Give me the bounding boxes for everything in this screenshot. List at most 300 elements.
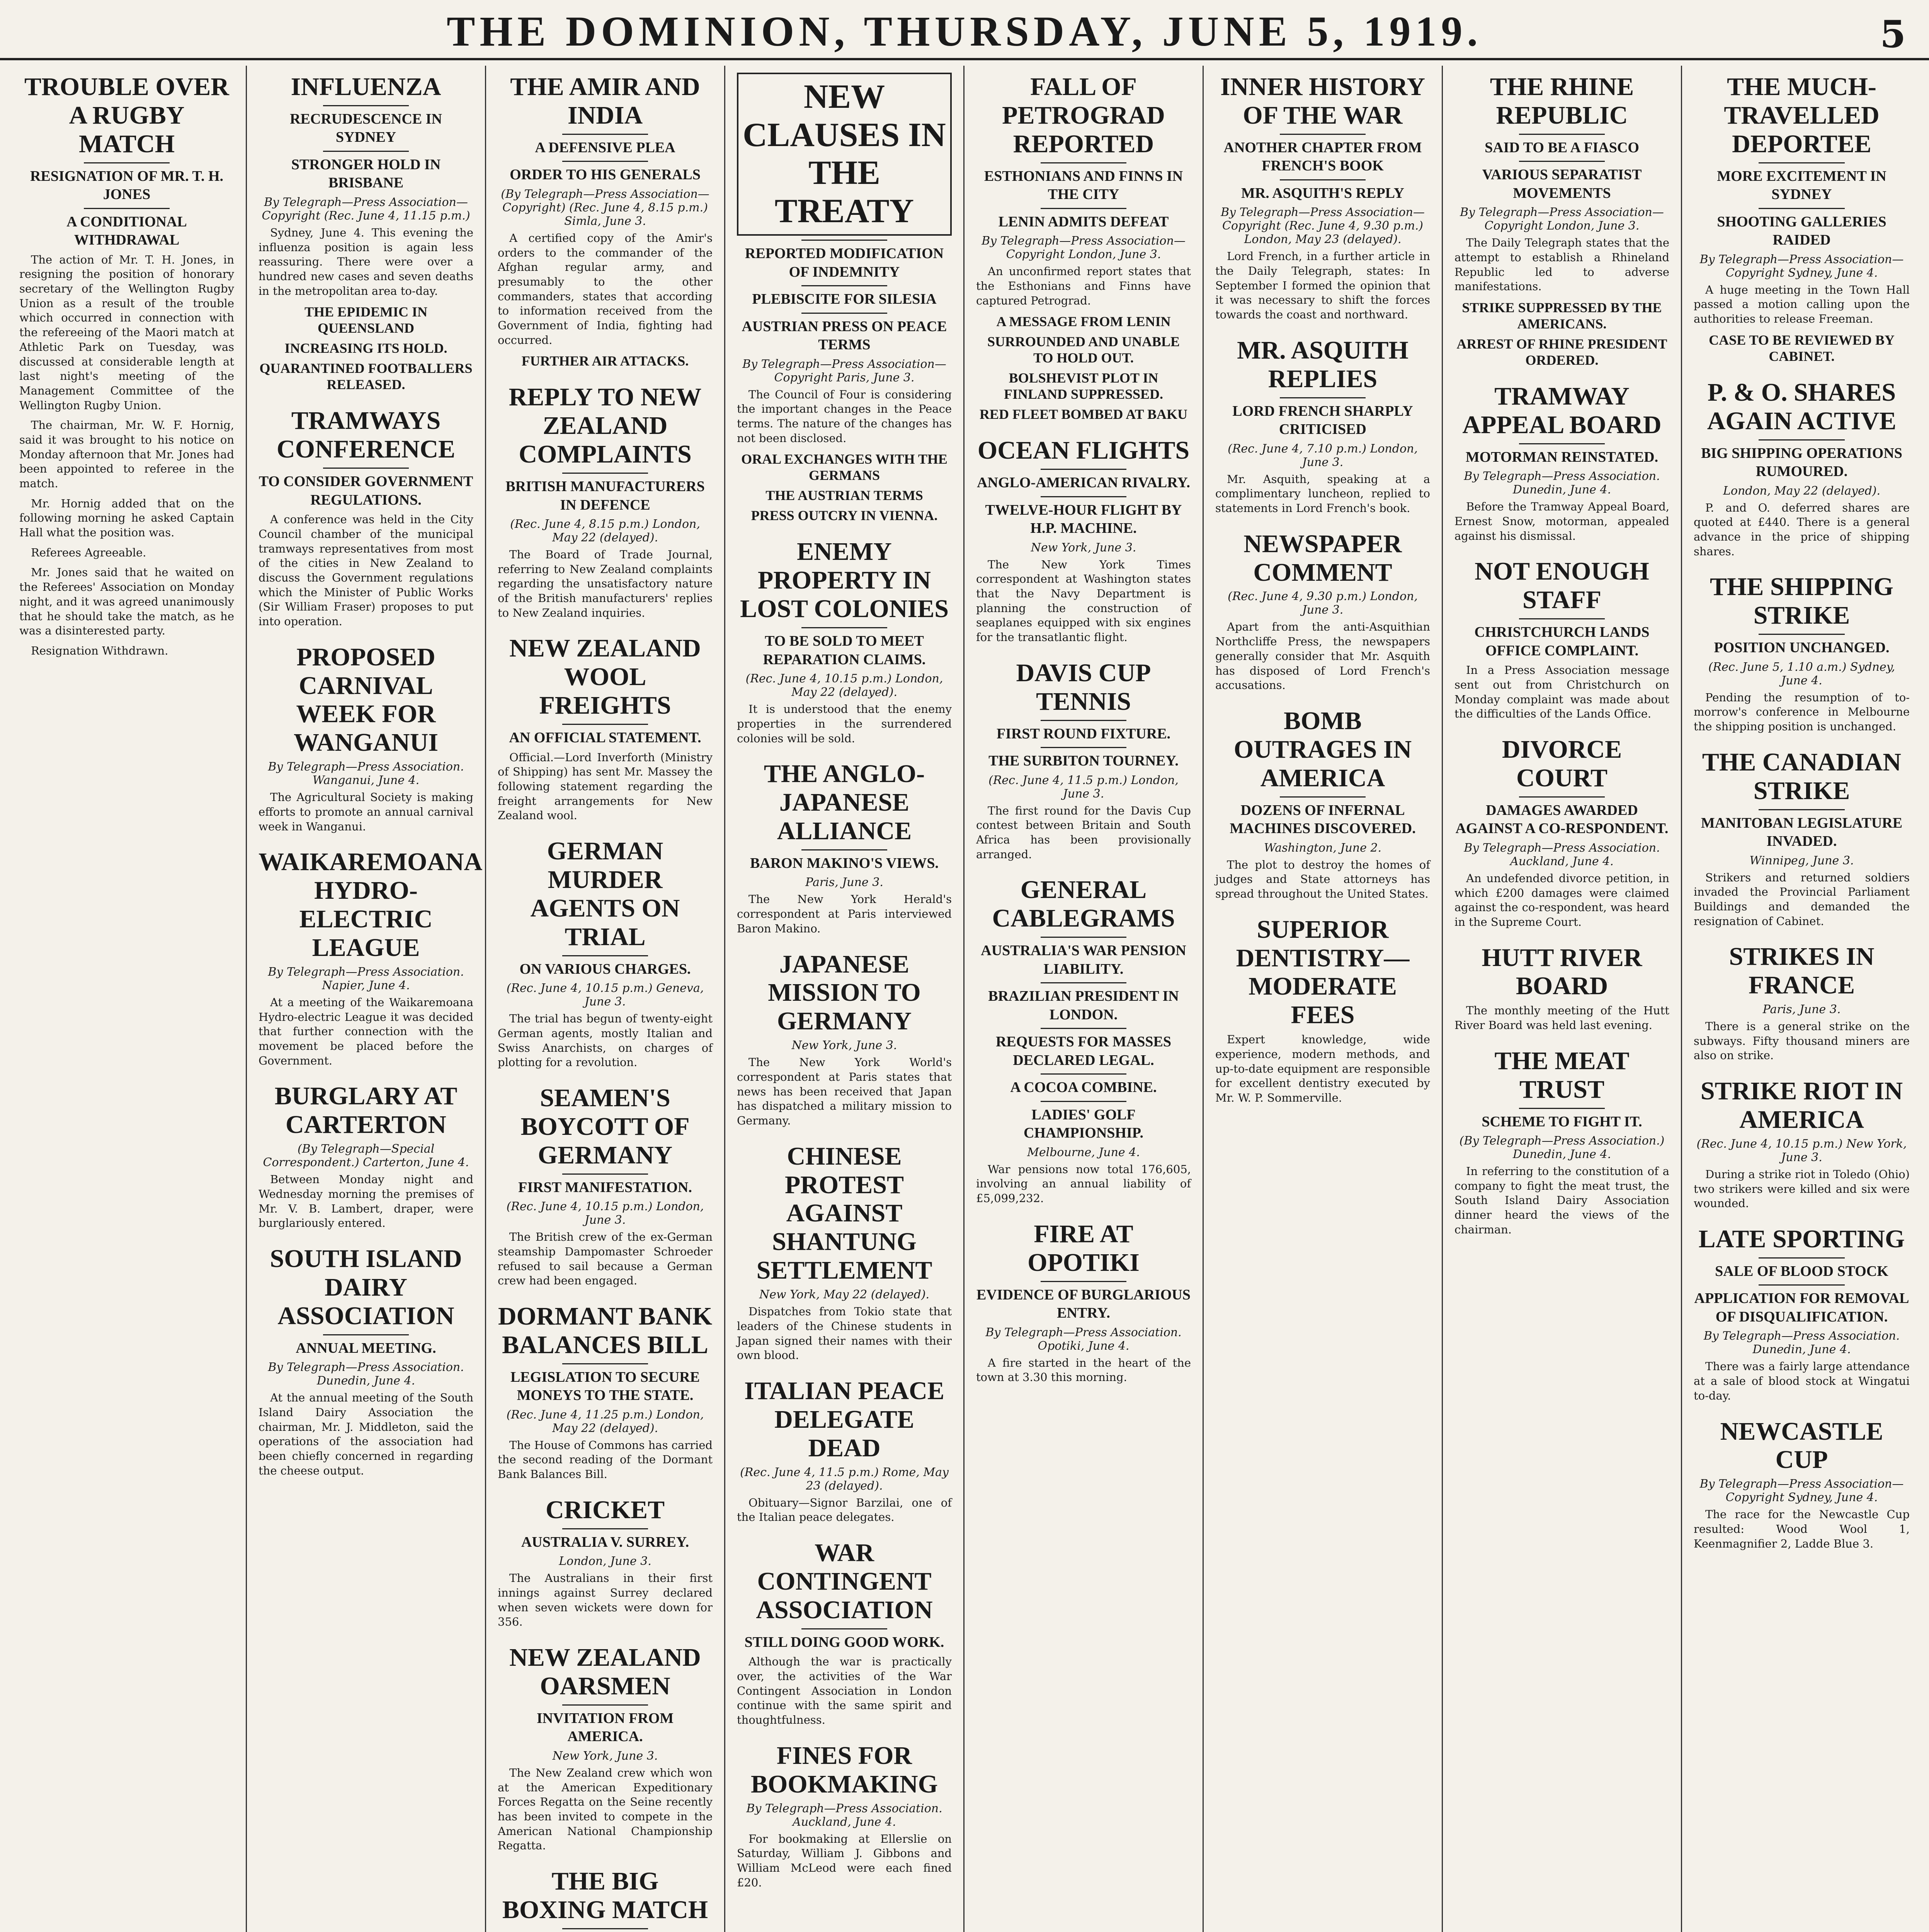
article-headline: INFLUENZA [291, 73, 441, 101]
article-deck: SALE OF BLOOD STOCK [1715, 1263, 1888, 1279]
article-dateline: By Telegraph—Press Association—Copyright (Rec. June 4, 11.15 p.m.) [262, 195, 470, 223]
article-deck: ANNUAL MEETING. [296, 1340, 436, 1356]
article [498, 634, 713, 823]
article [976, 876, 1191, 1206]
divider-rule [562, 1363, 648, 1364]
article-deck: SAID TO BE A FIASCO [1485, 139, 1639, 156]
article-paragraph: A fire started in the heart of the town at 3.30 this morning. [976, 1356, 1191, 1384]
article-dateline: (Rec. June 4, 10.15 p.m.) London, June 3. [506, 1200, 704, 1227]
article [1454, 382, 1669, 543]
divider-rule [1041, 747, 1126, 748]
article-deck: DOZENS OF INFERNAL MACHINES DISCOVERED. [1230, 802, 1416, 837]
article-headline: THE CANADIAN STRIKE [1702, 748, 1902, 805]
article-paragraph: The New Zealand crew which won at the American Expeditionary Forces Regatta on the Seine recently has been invited to compete in the American National Championship Regatta. [498, 1766, 713, 1852]
divider-rule [1519, 161, 1605, 162]
article-dateline: (Rec. June 4, 11.5 p.m.) Rome, May 23 (delayed). [740, 1465, 949, 1493]
article-dateline: By Telegraph—Press Association—Copyright Sydney, June 4. [1699, 1477, 1904, 1505]
article-dateline: (Rec. June 4, 10.15 p.m.) New York, June 3. [1696, 1137, 1907, 1164]
divider-rule [1759, 634, 1845, 635]
article-paragraph: The New York World's correspondent at Paris states that news has been received that Japan has dispatched a military mission to Germany. [737, 1056, 952, 1127]
article-dateline: London, June 3. [559, 1554, 652, 1568]
article-dateline: (Rec. June 4, 9.30 p.m.) London, June 3. [1228, 590, 1418, 617]
article-subhead: THE AUSTRIAN TERMS [765, 488, 923, 503]
article [1215, 336, 1430, 516]
article-deck: EVIDENCE OF BURGLARIOUS ENTRY. [976, 1286, 1191, 1321]
article [1215, 707, 1430, 901]
article-paragraph: Before the Tramway Appeal Board, Ernest Snow, motorman, appealed against his dismissal. [1454, 500, 1669, 543]
article-deck: TWELVE-HOUR FLIGHT BY H.P. MACHINE. [985, 502, 1182, 537]
article-paragraph: The Board of Trade Journal, referring to New Zealand complaints regarding the unsatisfactory nature of the British manufacturers' replies to New Zealand inquiries. [498, 548, 713, 619]
article-paragraph: Dispatches from Tokio state that leaders of the Chinese students in Japan signed their names with their own blood. [737, 1305, 952, 1362]
article-paragraph: Although the war is practically over, the activities of the War Contingent Association in London continue with the same spirit and thoughtfulness. [737, 1655, 952, 1726]
article-headline: SEAMEN'S BOYCOTT OF GERMANY [521, 1084, 690, 1169]
article [259, 1082, 473, 1231]
article-paragraph: Mr. Jones said that he waited on the Referees' Association on Monday night, and it was agreed unanimously that he should take the match, as he was a disinterested party. [19, 566, 234, 638]
article-headline: STRIKE RIOT IN AMERICA [1700, 1077, 1903, 1134]
article-deck: MANITOBAN LEGISLATURE INVADED. [1701, 815, 1903, 850]
divider-rule [1280, 397, 1366, 398]
article-paragraph: Expert knowledge, wide experience, modern methods, and up-to-date equipment are responsible for excellent dentistry executed by Mr. W. P. Sommerville. [1215, 1033, 1430, 1105]
article-paragraph: Referees Agreeable. [31, 546, 146, 559]
article-headline: GERMAN MURDER AGENTS ON TRIAL [530, 837, 680, 951]
article-paragraph: The British crew of the ex-German steamship Dampomaster Schroeder refused to sail because a German crew had been engaged. [498, 1230, 713, 1287]
divider-rule [801, 849, 887, 850]
article-deck: AUSTRALIA'S WAR PENSION LIABILITY. [981, 942, 1186, 977]
article-deck: APPLICATION FOR REMOVAL OF DISQUALIFICATION. [1694, 1290, 1909, 1325]
article-headline: NEW ZEALAND WOOL FREIGHTS [509, 634, 701, 720]
article-deck: TO BE SOLD TO MEET REPARATION CLAIMS. [763, 633, 926, 668]
article-headline: OCEAN FLIGHTS [977, 436, 1190, 465]
article-headline: INNER HISTORY OF THE WAR [1220, 73, 1425, 129]
article [498, 73, 713, 369]
article-paragraph: War pensions now total 176,605, involving an annual liability of £5,099,232. [976, 1162, 1191, 1205]
article-paragraph: The New York Times correspondent at Washington states that the Navy Department is planning the construction of seaplanes equipped with six engines for the transatlantic flight. [976, 558, 1191, 644]
article [498, 837, 713, 1070]
article-deck: BIG SHIPPING OPERATIONS RUMOURED. [1701, 445, 1902, 480]
article-headline: P. & O. SHARES AGAIN ACTIVE [1707, 378, 1897, 435]
article-paragraph: Between Monday night and Wednesday morning the premises of Mr. V. B. Lambert, draper, were burglariously entered. [259, 1173, 473, 1230]
article [737, 1742, 952, 1890]
divider-rule [1759, 1257, 1845, 1259]
article-headline: TRAMWAY APPEAL BOARD [1462, 382, 1662, 439]
article-paragraph: Sydney, June 4. This evening the influenza position is again less reassuring. There were over a hundred new cases and seven deaths in the metropolitan area to-day. [259, 226, 473, 298]
article-subhead: SURROUNDED AND UNABLE TO HOLD OUT. [987, 334, 1180, 366]
article-deck: CHRISTCHURCH LANDS OFFICE COMPLAINT. [1474, 624, 1650, 659]
article-paragraph: The monthly meeting of the Hutt River Board was held last evening. [1454, 1004, 1669, 1032]
divider-rule [84, 208, 170, 209]
article [498, 1643, 713, 1853]
article [976, 659, 1191, 862]
article-deck: FIRST ROUND FIXTURE. [996, 725, 1171, 742]
article-deck: LADIES' GOLF CHAMPIONSHIP. [1023, 1106, 1143, 1141]
article-paragraph: Pending the resumption of to-morrow's conference in Melbourne the shipping position is unchanged. [1694, 690, 1910, 733]
divider-rule [1041, 1073, 1126, 1075]
article [259, 73, 473, 393]
divider-rule [323, 468, 409, 469]
article-paragraph: For bookmaking at Ellerslie on Saturday, William J. Gibbons and William McLeod were each fined £20. [737, 1832, 952, 1889]
article [259, 848, 483, 1068]
column-6 [1204, 66, 1443, 1932]
article-deck: BARON MAKINO'S VIEWS. [750, 855, 939, 871]
article-subhead: A MESSAGE FROM LENIN [996, 314, 1171, 330]
divider-rule [1519, 1108, 1605, 1109]
article-subhead: CASE TO BE REVIEWED BY CABINET. [1709, 332, 1895, 364]
divider-rule [1041, 162, 1126, 163]
article-dateline: (By Telegraph—Press Association—Copyright) (Rec. June 4, 8.15 p.m.) Simla, June 3. [501, 187, 709, 228]
article-dateline: By Telegraph—Press Association. Auckland, June 4. [1464, 841, 1660, 868]
page-number: 5 [1880, 12, 1906, 56]
article-paragraph: At a meeting of the Waikaremoana Hydro-electric League it was decided that further connection with the movement be placed before the Government. [259, 995, 473, 1067]
article-dateline: Paris, June 3. [1762, 1003, 1841, 1017]
newspaper-title: THE DOMINION, THURSDAY, JUNE 5, 1919. [446, 8, 1483, 55]
article [259, 643, 473, 834]
article-dateline: By Telegraph—Press Association. Napier, June 4. [268, 965, 464, 992]
article-headline: WAR CONTINGENT ASSOCIATION [756, 1539, 933, 1624]
article-subhead: RED FLEET BOMBED AT BAKU [979, 406, 1188, 422]
article-deck: ORDER TO HIS GENERALS [510, 167, 701, 183]
article-headline: THE MEAT TRUST [1494, 1046, 1630, 1104]
article-dateline: (Rec. June 4, 11.5 p.m.) London, June 3. [988, 773, 1179, 801]
article [1454, 1047, 1669, 1237]
article-dateline: London, May 22 (delayed). [1723, 484, 1881, 498]
article-paragraph: In referring to the constitution of a company to fight the meat trust, the South Island Dairy Association dinner heard the views of the chairman. [1454, 1165, 1669, 1236]
article-paragraph: The trial has begun of twenty-eight German agents, mostly Italian and Swiss Anarchists, on charges of plotting for a revolution. [498, 1012, 713, 1069]
article-dateline: By Telegraph—Press Association. Wanganui, June 4. [268, 760, 464, 787]
divider-rule [1041, 937, 1126, 938]
divider-rule [323, 105, 409, 106]
article [259, 1245, 473, 1478]
article-paragraph: Resignation Withdrawn. [31, 644, 168, 657]
divider-rule [1041, 982, 1126, 983]
article-deck: ANGLO-AMERICAN RIVALRY. [977, 474, 1190, 491]
article-headline: THE AMIR AND INDIA [510, 73, 700, 129]
article-headline: THE RHINE REPUBLIC [1490, 73, 1634, 129]
article [498, 1867, 713, 1932]
article-dateline: By Telegraph—Press Association. Dunedin, June 4. [1703, 1329, 1900, 1357]
article-deck: VARIOUS SEPARATIST MOVEMENTS [1482, 167, 1642, 201]
article [498, 1084, 713, 1288]
article-headline: NOT ENOUGH STAFF [1475, 557, 1649, 614]
article-paragraph: There is a general strike on the subways. Fifty thousand miners are also on strike. [1694, 1020, 1910, 1062]
article-deck: AN OFFICIAL STATEMENT. [509, 730, 701, 746]
article-headline: ITALIAN PEACE DELEGATE DEAD [744, 1376, 944, 1462]
masthead [0, 0, 1929, 60]
article-paragraph: The chairman, Mr. W. F. Hornig, said it was brought to his notice on Monday afternoon that Mr. Jones had been appointed to referee in the match. [19, 418, 234, 490]
article-paragraph: The race for the Newcastle Cup resulted: Wood Wool 1, Keenmagnifier 2, Ladde Blue 3. [1694, 1508, 1910, 1550]
divider-rule [1041, 1028, 1126, 1029]
divider-rule [1280, 796, 1366, 798]
article-deck: LORD FRENCH SHARPLY CRITICISED [1232, 403, 1413, 438]
article-headline: CRICKET [545, 1495, 665, 1524]
article-headline: CHINESE PROTEST AGAINST SHANTUNG SETTLEMENT [756, 1142, 932, 1285]
article-dateline: (Rec. June 4, 11.25 p.m.) London, May 22 (delayed). [506, 1408, 704, 1435]
article-paragraph: P. and O. deferred shares are quoted at £440. There is a general advance in the price of shipping shares. [1694, 501, 1910, 558]
article-dateline: (Rec. June 4, 10.15 p.m.) London, May 22 (delayed). [745, 672, 943, 699]
divider-rule [1041, 720, 1126, 721]
divider-rule [1041, 1101, 1126, 1102]
article-subhead: BOLSHEVIST PLOT IN FINLAND SUPPRESSED. [1004, 370, 1164, 402]
article-headline: WAIKAREMOANA HYDRO-ELECTRIC LEAGUE [259, 848, 483, 962]
article-headline: NEW CLAUSES IN THE TREATY [737, 73, 952, 236]
article [1694, 1225, 1910, 1403]
article [737, 1539, 952, 1728]
article [1694, 378, 1910, 559]
divider-rule [1759, 439, 1845, 440]
article-dateline: Winnipeg, June 3. [1749, 854, 1854, 867]
article-dateline: (By Telegraph—Press Association.) Dunedin, June 4. [1459, 1134, 1665, 1162]
article-paragraph: The Council of Four is considering the important changes in the Peace terms. The nature of the changes has not been disclosed. [737, 388, 952, 445]
divider-rule [1519, 443, 1605, 444]
article-headline: THE SHIPPING STRIKE [1710, 573, 1893, 630]
article-deck: ESTHONIANS AND FINNS IN THE CITY [984, 168, 1183, 203]
article [1694, 748, 1910, 929]
article-deck: RESIGNATION OF MR. T. H. JONES [30, 168, 224, 203]
article-paragraph: The first round for the Davis Cup contest between Britain and South Africa has been provisionally arranged. [976, 804, 1191, 861]
article-subhead: ARREST OF RHINE PRESIDENT ORDERED. [1456, 336, 1667, 368]
article-subhead: THE EPIDEMIC IN QUEENSLAND [304, 304, 428, 336]
article-paragraph: Official.—Lord Inverforth (Ministry of Shipping) has sent Mr. Massey the following statement regarding the freight arrangements for New Zealand wool. [498, 750, 713, 822]
article-paragraph: It is understood that the enemy properties in the surrendered colonies will be sold. [737, 702, 952, 745]
article-deck: PLEBISCITE FOR SILESIA [752, 291, 937, 308]
article [737, 950, 952, 1128]
article-dateline: By Telegraph—Press Association—Copyright Sydney, June 4. [1699, 252, 1904, 280]
divider-rule [1041, 496, 1126, 497]
article-dateline: Melbourne, June 4. [1027, 1145, 1140, 1159]
article-subhead: QUARANTINED FOOTBALLERS RELEASED. [259, 361, 473, 393]
article-deck: SCHEME TO FIGHT IT. [1482, 1113, 1642, 1130]
article-dateline: (Rec. June 4, 7.10 p.m.) London, June 3. [1228, 442, 1418, 469]
article-paragraph: At the annual meeting of the South Island Dairy Association the chairman, Mr. J. Middleton, said the operations of the association had been chiefly concerned in regarding the cheese output. [259, 1391, 473, 1477]
divider-rule [562, 955, 648, 956]
article-dateline: By Telegraph—Press Association—Copyright (Rec. June 4, 9.30 p.m.) London, May 23 (delayed). [1221, 206, 1425, 247]
article-paragraph: The Agricultural Society is making efforts to promote an annual carnival week in Wanganui. [259, 791, 473, 833]
article-deck: ANOTHER CHAPTER FROM FRENCH'S BOOK [1223, 139, 1422, 174]
article [1694, 942, 1910, 1063]
divider-rule [1519, 796, 1605, 798]
article-headline: THE MUCH-TRAVELLED DEPORTEE [1724, 73, 1880, 158]
column-7 [1443, 66, 1682, 1932]
article-subhead: STRIKE SUPPRESSED BY THE AMERICANS. [1462, 300, 1662, 332]
article-dateline: By Telegraph—Press Association—Copyright London, June 3. [982, 234, 1186, 262]
article-paragraph: During a strike riot in Toledo (Ohio) two strikers were killed and six were wounded. [1694, 1167, 1910, 1210]
article [1215, 915, 1430, 1105]
article-dateline: Washington, June 2. [1264, 841, 1382, 855]
article-subhead: INCREASING ITS HOLD. [284, 340, 447, 356]
article-headline: PROPOSED CARNIVAL WEEK FOR WANGANUI [293, 643, 439, 757]
article [1454, 73, 1669, 368]
divider-rule [1759, 1284, 1845, 1286]
article [498, 383, 713, 620]
divider-rule [1041, 469, 1126, 470]
article-headline: FALL OF PETROGRAD REPORTED [1002, 73, 1165, 158]
article [1694, 573, 1910, 734]
article-deck: AUSTRALIA V. SURREY. [521, 1534, 689, 1550]
article-dateline: New York, June 3. [791, 1039, 897, 1053]
article-paragraph: Obituary—Signor Barzilai, one of the Italian peace delegates. [737, 1496, 952, 1524]
column-2 [247, 66, 486, 1932]
article-headline: JAPANESE MISSION TO GERMANY [768, 950, 921, 1036]
divider-rule [801, 627, 887, 628]
article-dateline: By Telegraph—Press Association—Copyright London, June 3. [1460, 206, 1664, 233]
divider-rule [1280, 179, 1366, 180]
article-paragraph: Strikers and returned soldiers invaded the Provincial Parliament Buildings and demanded the resignation of Cabinet. [1694, 871, 1910, 928]
article-deck: MOTORMAN REINSTATED. [1465, 449, 1659, 465]
article [1454, 735, 1669, 930]
divider-rule [1759, 208, 1845, 209]
article-dateline: By Telegraph—Press Association. Dunedin, June 4. [268, 1361, 464, 1388]
article-paragraph: The plot to destroy the homes of judges and State attorneys has spread throughout the United States. [1215, 858, 1430, 900]
article-dateline: By Telegraph—Press Association. Opotiki, June 4. [985, 1325, 1182, 1353]
article-deck: TO CONSIDER GOVERNMENT REGULATIONS. [259, 473, 473, 508]
article [1454, 557, 1669, 721]
article-dateline: Paris, June 3. [805, 876, 883, 889]
article [498, 1496, 713, 1629]
column-8 [1682, 66, 1921, 1932]
article-deck: BRITISH MANUFACTURERS IN DEFENCE [505, 478, 705, 513]
article-headline: BURGLARY AT CARTERTON [274, 1082, 458, 1139]
article-headline: THE ANGLO-JAPANESE ALLIANCE [764, 760, 925, 845]
divider-rule [562, 1528, 648, 1529]
article-dateline: New York, June 3. [552, 1749, 658, 1763]
article-paragraph: The Daily Telegraph states that the attempt to establish a Rhineland Republic led to adverse manifestations. [1454, 236, 1669, 293]
article [737, 1142, 952, 1363]
article-deck: RECRUDESCENCE IN SYDNEY [290, 111, 442, 146]
article-headline: SUPERIOR DENTISTRY—MODERATE FEES [1236, 915, 1410, 1029]
article-headline: DAVIS CUP TENNIS [1016, 658, 1151, 716]
article-deck: A DEFENSIVE PLEA [535, 139, 675, 156]
article-headline: LATE SPORTING [1698, 1225, 1905, 1253]
article-deck: A CONDITIONAL WITHDRAWAL [66, 213, 187, 248]
article-headline: SOUTH ISLAND DAIRY ASSOCIATION [270, 1244, 462, 1330]
article [1694, 1077, 1910, 1211]
divider-rule [1041, 1281, 1126, 1282]
article [19, 73, 234, 658]
article-headline: STRIKES IN FRANCE [1729, 942, 1875, 1000]
article-deck: REPORTED MODIFICATION OF INDEMNITY [745, 245, 944, 280]
article-paragraph: A certified copy of the Amir's orders to the commander of the Afghan regular army, and presumably to the other commanders, states that according to information received from the Government of India, fighting had occurred. [498, 231, 713, 347]
article-paragraph: A conference was held in the City Council chamber of the municipal tramways representatives from most of the cities in New Zealand to discuss the Government regulations which the Minister of Public Works (Sir William Fraser) proposes to put into operation. [259, 513, 473, 628]
article [737, 760, 952, 936]
article-headline: FINES FOR BOOKMAKING [750, 1741, 938, 1798]
article [1694, 73, 1910, 364]
article-headline: TROUBLE OVER A RUGBY MATCH [24, 73, 229, 158]
article-paragraph: The Australians in their first innings against Surrey declared when seven wickets were down for 356. [498, 1571, 713, 1629]
article-headline: REPLY TO NEW ZEALAND COMPLAINTS [509, 383, 702, 469]
article-headline: NEWCASTLE CUP [1720, 1417, 1883, 1474]
divider-rule [562, 161, 648, 162]
article [976, 1220, 1191, 1385]
divider-rule [1519, 134, 1605, 135]
column-5 [964, 66, 1204, 1932]
article-paragraph: In a Press Association message sent out from Christchurch on Monday complaint was made about the difficulties of the Lands Office. [1454, 663, 1669, 721]
article-deck: THE SURBITON TOURNEY. [988, 753, 1179, 769]
article-paragraph: An unconfirmed report states that the Esthonians and Finns have captured Petrograd. [976, 265, 1191, 307]
article-paragraph: There was a fairly large attendance at a sale of blood stock at Wingatui to-day. [1694, 1360, 1910, 1402]
article [1454, 944, 1669, 1033]
article-deck: REQUESTS FOR MASSES DECLARED LEGAL. [995, 1034, 1171, 1068]
article-headline: ENEMY PROPERTY IN LOST COLONIES [740, 537, 949, 623]
article-dateline: By Telegraph—Press Association—Copyright Paris, June 3. [742, 357, 946, 384]
divider-rule [801, 313, 887, 314]
article-paragraph: Mr. Asquith, speaking at a complimentary luncheon, replied to statements in Lord French's book. [1215, 472, 1430, 515]
article-deck: DAMAGES AWARDED AGAINST A CO-RESPONDENT. [1455, 802, 1669, 837]
article-subhead: PRESS OUTCRY IN VIENNA. [751, 508, 938, 524]
article-deck: STILL DOING GOOD WORK. [744, 1634, 944, 1650]
divider-rule [1759, 809, 1845, 810]
divider-rule [84, 162, 170, 163]
divider-rule [1041, 208, 1126, 209]
article-headline: TRAMWAYS CONFERENCE [276, 406, 456, 464]
article-headline: HUTT RIVER BOARD [1482, 943, 1642, 1000]
article-dateline: New York, May 22 (delayed). [759, 1288, 930, 1302]
article-dateline: (Rec. June 4, 10.15 p.m.) Geneva, June 3. [506, 981, 704, 1009]
divider-rule [562, 1173, 648, 1175]
article [976, 73, 1191, 422]
article [498, 1302, 713, 1482]
article-deck: AUSTRIAN PRESS ON PEACE TERMS [742, 318, 947, 353]
article-deck: SHOOTING GALLERIES RAIDED [1717, 213, 1886, 248]
article-dateline: (By Telegraph—Special Correspondent.) Carterton, June 4. [263, 1142, 469, 1170]
article [976, 436, 1191, 645]
article-dateline: By Telegraph—Press Association. Auckland, June 4. [746, 1801, 942, 1829]
article-headline: GENERAL CABLEGRAMS [992, 876, 1175, 933]
article [1694, 1417, 1910, 1551]
article-paragraph: The New York Herald's correspondent at Paris interviewed Baron Makino. [737, 893, 952, 935]
divider-rule [562, 1928, 648, 1929]
divider-rule [562, 134, 648, 135]
article-dateline: By Telegraph—Press Association. Dunedin, June 4. [1464, 469, 1660, 497]
divider-rule [801, 240, 887, 241]
divider-rule [562, 1704, 648, 1706]
article-deck: A COCOA COMBINE. [1010, 1079, 1157, 1096]
divider-rule [1280, 134, 1366, 135]
article-dateline: New York, June 3. [1031, 541, 1136, 554]
article-deck: MR. ASQUITH'S REPLY [1241, 185, 1404, 201]
article-dateline: (Rec. June 5, 1.10 a.m.) Sydney, June 4. [1708, 660, 1895, 687]
divider-rule [323, 1334, 409, 1335]
article-subhead: ORAL EXCHANGES WITH THE GERMANS [741, 451, 947, 483]
article-headline: DORMANT BANK BALANCES BILL [498, 1302, 713, 1359]
article-deck: FIRST MANIFESTATION. [518, 1179, 692, 1196]
divider-rule [562, 473, 648, 474]
article-deck: INVITATION FROM AMERICA. [536, 1710, 674, 1745]
article-paragraph: An undefended divorce petition, in which £200 damages were claimed against the co-respondent, was heard in the Supreme Court. [1454, 871, 1669, 929]
divider-rule [562, 724, 648, 725]
article-deck: MORE EXCITEMENT IN SYDNEY [1717, 168, 1886, 203]
article-headline: NEW ZEALAND OARSMEN [509, 1643, 701, 1700]
article [737, 537, 952, 746]
column-1 [8, 66, 247, 1932]
article-dateline: (Rec. June 4, 8.15 p.m.) London, May 22 (delayed). [510, 517, 700, 545]
article-headline: DIVORCE COURT [1502, 735, 1622, 792]
article-headline: MR. ASQUITH REPLIES [1237, 336, 1408, 393]
newspaper-columns [8, 66, 1921, 1932]
divider-rule [801, 285, 887, 286]
column-3 [486, 66, 725, 1932]
article [259, 406, 473, 629]
article-deck: LEGISLATION TO SECURE MONEYS TO THE STATE. [510, 1369, 700, 1404]
article [1215, 530, 1430, 693]
article-paragraph: A huge meeting in the Town Hall passed a motion calling upon the authorities to release Freeman. [1694, 283, 1910, 326]
article-paragraph: The action of Mr. T. H. Jones, in resigning the position of honorary secretary of the Wellington Rugby Union as a result of the trouble which occurred in connection with the refereeing of the Maori match at Athletic Park on Tuesday, was discussed at considerable length at last night's meeting of the Management Committee of the Wellington Rugby Union. [19, 253, 234, 412]
column-4 [725, 66, 964, 1932]
article-deck: BRAZILIAN PRESIDENT IN LONDON. [988, 988, 1179, 1023]
article-deck: LENIN ADMITS DEFEAT [998, 213, 1169, 230]
article [1215, 73, 1430, 322]
divider-rule [1759, 162, 1845, 163]
article [737, 73, 952, 524]
divider-rule [323, 151, 409, 152]
